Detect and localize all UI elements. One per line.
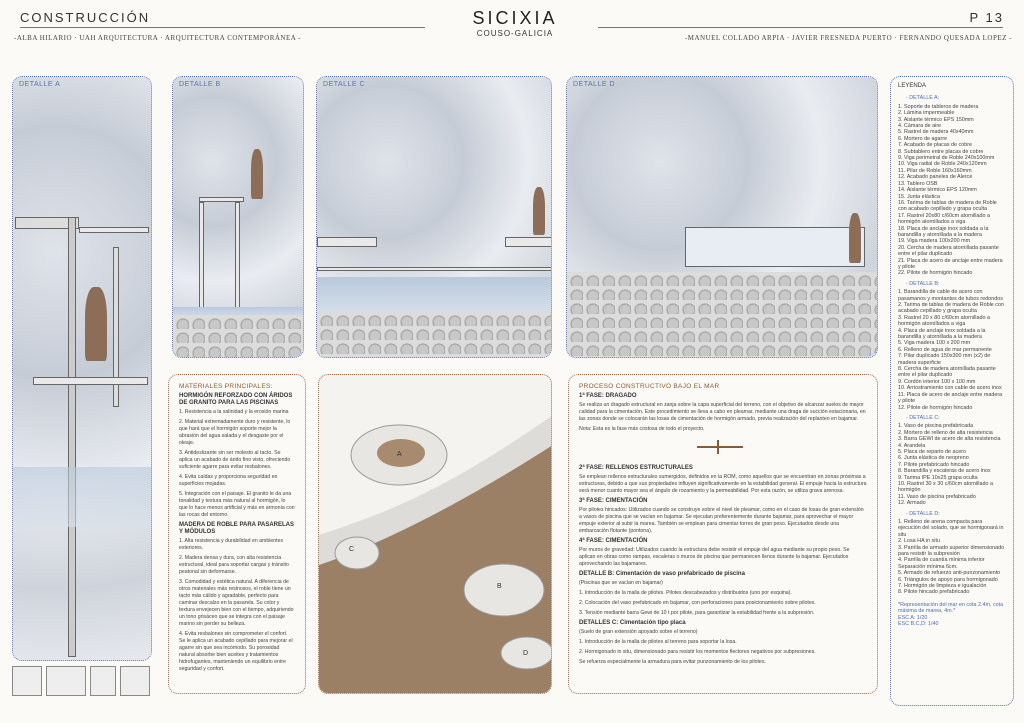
header-left-title: CONSTRUCCIÓN: [20, 10, 151, 25]
legend-scale-bcd: ESC B,C,D: 1/40: [898, 621, 939, 628]
process-detail-c-item: 2. Hormigonado in situ, dimensionado para resistir los momentos flectores negativos por subpresiones.: [579, 649, 816, 655]
process-phase2-text: Se emplean rellenos estructurales sumergidos, definidos en la ROM, como aquellos que se encuentran en zonas próximas a estructuras, debido a que sus propiedades influyen significativamente en la estabilidad general. El empuje hacia la estructura será menor cuanto mayor sea el ángulo de rozamiento y la permeabilidad. Por esta razón, se utiliza grava arenosa.: [579, 474, 867, 494]
legend-item: 3. Rastrel 20 x 80 c/60cm atornillado a hormigón atornillados a viga: [898, 314, 990, 328]
axon-label-b: B: [497, 583, 502, 590]
legend-item: 15. Junta elástica: [898, 193, 940, 200]
thumbnail-1: [12, 666, 42, 696]
legend-item: 5. Armado de refuerzo anti-punzonamiento: [898, 570, 1001, 577]
legend-item: 7. Acabado de placas de cobre: [898, 142, 973, 149]
legend-item: 8. Subtablero entre placas de cobre: [898, 148, 984, 155]
legend-item: 12. Armado: [898, 500, 926, 507]
page-number: P 13: [969, 10, 1004, 25]
legend-item: 3. Parrilla de armado superior dimensionado para resistir la subpresión: [898, 544, 1005, 558]
legend-item: 13. Tablero OSB: [898, 180, 938, 187]
detail-c-wall-left: [317, 237, 377, 247]
process-phase2-title: 2ª FASE: RELLENOS ESTRUCTURALES: [579, 465, 693, 471]
materials-wood-item: 4. Evita resbalones sin comprometer el confort. Se le aplica un acabado cepillado para mejorar el agarre sin que sea incómodo. Su porosidad natural absorbe bien aceites y tratamientos hidrofugantes, manteniendo un equilibrio entre seguridad y confort.: [179, 631, 293, 672]
header-right-rule: [598, 27, 1003, 28]
legend-item: 17. Rastrel 20x80 c/60cm atornillado a hormigón atornillados a viga: [898, 212, 990, 226]
detail-a-sky: [13, 77, 151, 661]
materials-concrete-item: 5. Integración con el paisaje. El granito le da una tonalidad y textura más natural al hormigón, lo que lo hace menos artificial y más en armonía con las rocas del entorno.: [179, 491, 295, 518]
thumbnail-4: [120, 666, 150, 696]
legend-item: 6. Mortero de agarre: [898, 135, 948, 142]
legend-item: 8. Barandilla y escaleras de acero inox: [898, 468, 991, 475]
process-detail-c-sub: (Suelo de gran extensión apoyado sobre el terreno): [579, 629, 698, 635]
legend-item: Separación mínima 6cm.: [898, 563, 958, 570]
detail-a-panel: [12, 76, 152, 661]
detail-c-label: DETALLE C: [323, 81, 366, 88]
process-sketch: [579, 436, 867, 462]
thumbnail-3: [90, 666, 116, 696]
legend-item: 20. Cercha de madera atornillada pasante entre el pilar duplicado: [898, 244, 999, 258]
materials-heading: MATERIALES PRINCIPALES:: [179, 383, 273, 390]
legend-title: LEYENDA: [898, 83, 927, 89]
detail-a-water: [13, 467, 151, 527]
legend-item: 21. Placa de acero de anclaje entre madera y pilote: [898, 257, 1003, 270]
process-phase4-title: 4ª FASE: CIMENTACIÓN: [579, 538, 648, 544]
legend-item: 8. Pilote hincado prefabricado: [898, 589, 970, 596]
header-left-subtitle: -ALBA HILARIO · UAH ARQUITECTURA · ARQUITECTURA CONTEMPORÁNEA -: [14, 34, 301, 42]
materials-concrete-item: 1. Resistencia a la salinidad y la erosión marina: [179, 409, 289, 415]
process-detail-c-item: 1. Introducción de la malla de pilotes al terreno para soportar la losa.: [579, 639, 737, 645]
legend-item: 5. Viga madera 100 x 200 mm: [898, 340, 971, 347]
legend-item: 19. Viga madera 100x200 mm: [898, 238, 971, 245]
legend-item: 2. Mortero de relleno de alta resistencia: [898, 429, 993, 436]
legend-item: 12. Acabado paneles de Alerce: [898, 174, 973, 181]
legend-item: 14. Aislante térmico EPS 120mm: [898, 187, 977, 194]
legend-item: 10. Arriostramiento con cable de acero inox: [898, 385, 1002, 392]
legend-footnote: *Representación del mar en cota 2.4m, cota máxima de marea, 4m.*: [898, 601, 1004, 615]
process-phase1-title: 1ª FASE: DRAGADO: [579, 393, 637, 399]
legend-item: 3. Barra GEWI de acero de alta resistencia: [898, 436, 1001, 443]
legend-item: 11. Vaso de piscina prefabricado: [898, 493, 976, 500]
legend-item: 9. Viga perimetral de Roble 240x100mm: [898, 155, 995, 162]
legend-item: 12. Pilote de hormigón hincado: [898, 404, 973, 411]
detail-d-panel: [566, 76, 878, 358]
detail-b-rocks: [173, 315, 303, 357]
legend-panel: [890, 76, 1014, 706]
detail-a-label: DETALLE A: [19, 81, 61, 88]
detail-c-slab: [317, 267, 552, 271]
legend-item: 1. Relleno de arena compacta para ejecución del solado, que se hormigonará in situ: [898, 519, 1004, 538]
thumbnail-2: [46, 666, 86, 696]
materials-wood-item: 1. Alta resistencia y durabilidad en ambientes exteriores.: [179, 538, 284, 551]
process-panel: [568, 374, 878, 694]
detail-d-label: DETALLE D: [573, 81, 616, 88]
process-heading: PROCESO CONSTRUCTIVO BAJO EL MAR: [579, 383, 720, 390]
legend-section-d: - DETALLE D:: [906, 510, 940, 517]
header-left-rule: [20, 27, 425, 28]
legend-section-a: - DETALLE A:: [906, 95, 940, 102]
legend-item: 4. Placa de anclaje inox soldada a la barandilla y atornillada a la madera: [898, 327, 986, 341]
legend-item: 2. Losa HA in situ: [898, 538, 940, 545]
materials-wood-item: 3. Comodidad y estética natural. A diferencia de otros materiales más resinosos, el roble tiene un tacto más cálido y agradable, perfecto para caminar descalzo en la pasarela. Su color y textura envejecen bien con el tiempo, adquiriendo un tono grisáceo que se integra con el paisaje marino sin perder su belleza.: [179, 579, 294, 627]
detail-a-column: [68, 217, 76, 657]
legend-section-c: - DETALLE C:: [906, 414, 940, 421]
legend-item: 3. Aislante térmico EPS 150mm: [898, 116, 974, 123]
legend-item: 8. Cercha de madera atornillada pasante entre el pilar duplicado: [898, 366, 996, 379]
materials-concrete-item: 3. Antideslizante sin ser molesto al tacto. Se aplica un acabado de árido fino visto, ofreciendo suficiente agarre para evitar resbalones.: [179, 450, 291, 470]
detail-a-person: [85, 287, 107, 361]
legend-list-c: [898, 423, 1006, 506]
project-title: SICIXIA: [472, 8, 558, 28]
process-detail-b-item: 3. Tensión mediante barra Gewi de 10 t por pilote, para garantizar la estabilidad frente a la subpresión.: [579, 610, 815, 616]
detail-b-label: DETALLE B: [179, 81, 221, 88]
legend-item: 1. Vaso de piscina prefabricada: [898, 423, 974, 430]
legend-item: 16. Tarima de tablas de madera de Roble con acabado cepillado y grapa oculta: [898, 199, 997, 213]
legend-item: 9. Tarima IPE 10x25 grapa oculta: [898, 474, 978, 481]
legend-item: 7. Hormigón de limpieza e igualación: [898, 583, 987, 590]
process-detail-c-item: Se refuerza especialmente la armadura para evitar punzonamiento de los pilotes.: [579, 659, 766, 665]
detail-c-panel: [316, 76, 552, 358]
process-phase4-text: Por muros de gravedad: Utilizados cuando la estructura debe resistir el empuje del agua mediante su propio peso. Se aplican en obras como rampas, escaleras o muros de piscina que permanecen llenos durante la bajamar. Ejecutados aprovechando las bajamares.: [579, 547, 850, 567]
legend-item: 6. Triángulos de apoyo para hormigonado: [898, 576, 998, 583]
legend-item: 6. Relleno de agua de mar permanente: [898, 346, 992, 353]
legend-item: 7. Pilote prefabricado hincado: [898, 461, 970, 468]
legend-item: 10. Viga radial de Roble 240x120mm: [898, 161, 987, 168]
process-note: Nota: Esta es la fase más costosa de todo el proyecto.: [579, 426, 705, 432]
materials-wood-item: 2. Madera densa y dura, con alta resistencia estructural, ideal para soportar cargas y tránsito peatonal sin deformarse.: [179, 555, 289, 575]
legend-item: 11. Pilar de Roble 160x160mm: [898, 167, 972, 174]
detail-c-water: [317, 277, 551, 317]
legend-item: 18. Placa de anclaje inox soldada a la barandilla y atornillada a la madera: [898, 225, 989, 238]
legend-item: 1. Soporte de tableros de madera: [898, 103, 979, 110]
detail-c-rocks: [317, 312, 551, 357]
process-phase3-title: 3ª FASE: CIMENTACIÓN: [579, 498, 648, 504]
legend-item: 2. Lámina impermeable: [898, 110, 955, 117]
detail-b-person: [251, 149, 263, 199]
legend-item: 10. Rastrel 30 x 30 c/60cm atornillado a hormigón: [898, 480, 993, 494]
process-detail-b-item: 1. Introducción de la malla de pilotes. Pilotes descabezados y distribuidos (uno por esquina).: [579, 590, 792, 596]
detail-b-panel: [172, 76, 304, 358]
legend-item: 22. Pilote de hormigón hincado: [898, 270, 973, 277]
axon-label-a: A: [397, 451, 402, 458]
process-detail-c-title: DETALLES C: Cimentación tipo placa: [579, 620, 686, 626]
axonometric-drawing: [319, 375, 552, 694]
legend-item: 5. Placa de reparto de acero: [898, 448, 967, 455]
axon-label-c: C: [349, 546, 355, 553]
project-location: COUSO-GALICIA: [476, 29, 554, 38]
legend-item: 4. Parrilla de cuantía mínima inferior: [898, 557, 985, 564]
legend-scale-a: ESC A: 1/20: [898, 614, 928, 621]
materials-concrete-title: HORMIGÓN REFORZADO CON ÁRIDOS DE GRANITO PARA LAS PISCINAS: [179, 393, 293, 406]
process-detail-b-sub: (Piscinas que se vacían en bajamar): [579, 580, 663, 586]
legend-item: 11. Placa de acero de anclaje entre madera y pilote: [898, 391, 1003, 405]
detail-d-rocks: [567, 272, 877, 357]
process-detail-b-title: DETALLE B: Cimentación de vaso prefabricado de piscina: [579, 571, 745, 577]
materials-concrete-item: 2. Material extremadamente duro y resistente, lo que hará que el hormigón soporte mejor la abrasión del agua salada y el desgaste por el oleaje.: [179, 419, 291, 446]
legend-item: 4. Arandela: [898, 442, 926, 449]
axon-label-d: D: [523, 650, 529, 657]
legend-item: 6. Junta elástica de neopreno: [898, 455, 969, 462]
materials-wood-title: MADERA DE ROBLE PARA PASARELAS Y MÓDULOS: [179, 522, 295, 535]
process-detail-b-item: 2. Colocación del vaso prefabricado en bajamar, con perforaciones para posicionamiento sobre pilotes.: [579, 600, 816, 606]
detail-d-person: [849, 213, 861, 263]
process-phase3-text: Por pilotes hincados: Utilizados cuando se construye sobre el nivel de pleamar, como en el caso de losas de gran extensión a vasos de piscina que se vacían en bajamar. Se ejecutan preferentemente durante bajamar, para aprovechar el mayor empuje exterior al subir la marea. También se emplean para cimentar torres de gran peso. Ejecutados desde una embarcación flotante (pontona).: [579, 507, 864, 534]
materials-concrete-item: 4. Evita caídas y proporciona seguridad en superficies mojadas.: [179, 474, 278, 487]
legend-item: 5. Rastrel de madera 40x40mm: [898, 129, 974, 136]
legend-item: 1. Barandilla de cable de acero con pasamanos y montantes de tubos redondos: [898, 289, 1003, 302]
legend-list-a: [898, 104, 1006, 277]
legend-item: 2. Tarima de tablas de madera de Roble con acabado cepillado y grapa oculta: [898, 302, 1004, 315]
header-right-subtitle: -MANUEL COLLADO ARPIA · JAVIER FRESNEDA PUERTO · FERNANDO QUESADA LOPEZ -: [684, 34, 1012, 42]
detail-a-beam-top: [79, 227, 149, 233]
materials-panel: [168, 374, 306, 694]
legend-section-b: - DETALLE B:: [906, 280, 940, 287]
detail-c-person: [533, 187, 545, 235]
axonometric-panel: [318, 374, 552, 694]
legend-item: 7. Pilar duplicado 150x300 mm (x2) de madera superficie: [898, 353, 991, 366]
detail-c-wall-right: [505, 237, 552, 247]
legend-item: 4. Cámara de aire: [898, 123, 942, 130]
header-center: [440, 8, 590, 38]
legend-item: 9. Cordón interior 100 x 100 mm: [898, 378, 976, 385]
legend-list-b: [898, 289, 1006, 411]
detail-d-pool: [685, 227, 865, 267]
process-phase1-text: Se realiza un dragado estructural en zanja sobre la capa superficial del terreno, con el objetivo de alcanzar suelos de mayor calidad para la cimentación. Este procedimiento se lleva a cabo en pleamar, mediante una draga de succión estacionaria, en las zonas donde se colocarán las losas de cimentación de hormigón armado, previa realización del replanteo en bajamar.: [579, 402, 866, 422]
detail-a-beam-mid: [33, 377, 148, 385]
legend-list-d: [898, 519, 1006, 596]
